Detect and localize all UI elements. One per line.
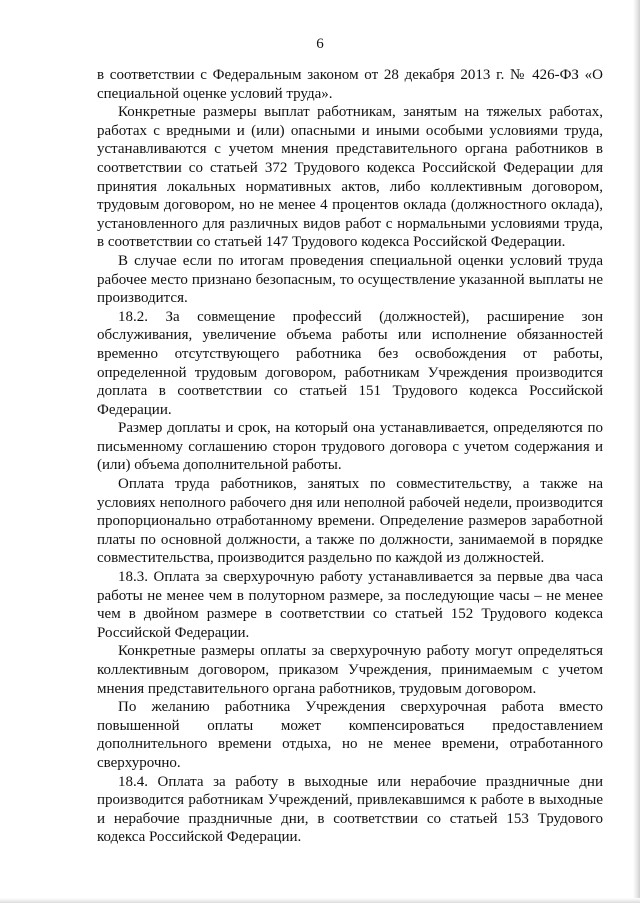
document-body (97, 66, 603, 847)
paragraph-specific-payments: Конкретные размеры выплат работникам, занятым на тяжелых работах, работах с вредными и (или) опасными и иными особыми условиями труда, устанавливаются с учетом мнения представительного органа работников в соответствии со статьей 372 Трудового кодекса Российской Федерации для принятия локальных нормативных актов, либо коллективным договором, трудовым договором, но не менее 4 процентов оклада (должностного оклада), установленного для различных видов работ с нормальными условиями труда, в соответствии со статьей 147 Трудового кодекса Российской Федерации. (97, 104, 603, 251)
paragraph-safe-workplace: В случае если по итогам проведения специальной оценки условий труда рабочее место признано безопасным, то осуществление указанной выплаты не производится. (97, 252, 603, 307)
paragraph-continuation: в соответствии с Федеральным законом от 28 декабря 2013 г. № 426-ФЗ «О специальной оценке условий труда». (97, 67, 603, 102)
paragraph-overtime-sizes: Конкретные размеры оплаты за сверхурочную работу могут определяться коллективным договором, приказом Учреждения, принимаемым с учетом мнения представительного органа работников, трудовым договором. (97, 643, 603, 697)
paragraph-overtime-rest: По желанию работника Учреждения сверхурочная работа вместо повышенной оплаты может компенсироваться предоставлением дополнительного времени отдыха, но не менее времени, отработанного сверхурочно. (97, 699, 603, 771)
paragraph-18-2: 18.2. За совмещение профессий (должностей), расширение зон обслуживания, увеличение объема работы или исполнение обязанностей временно отсутствующего работника без освобождения от работы, определенной трудовым договором, работникам Учреждения производится доплата в соответствии со статьей 151 Трудового кодекса Российской Федерации. (97, 308, 603, 418)
paragraph-18-4: 18.4. Оплата за работу в выходные или нерабочие праздничные дни производится работникам Учреждений, привлекавшимся к работе в выходные и нерабочие праздничные дни, в соответствии со статьей 153 Трудового кодекса Российской Федерации. (97, 773, 603, 846)
scan-bottom-shadow (0, 898, 640, 903)
scan-edge-shadow (633, 0, 640, 903)
paragraph-allowance-size: Размер доплаты и срок, на который она устанавливается, определяются по письменному соглашению сторон трудового договора с учетом содержания и (или) объема дополнительной работы. (97, 420, 603, 474)
page-number: 6 (316, 36, 324, 52)
paragraph-18-3: 18.3. Оплата за сверхурочную работу устанавливается за первые два часа работы не менее чем в полуторном размере, за последующие часы – не менее чем в двойном размере в соответствии со статьей 152 Трудового кодекса Российской Федерации. (97, 569, 603, 641)
paragraph-part-time: Оплата труда работников, занятых по совместительству, а также на условиях неполного рабочего дня или неполной рабочей недели, производится пропорционально отработанному времени. Определение размеров заработной платы по основной должности, а также по должности, занимаемой в порядке совместительства, производится раздельно по каждой из должностей. (97, 476, 603, 567)
